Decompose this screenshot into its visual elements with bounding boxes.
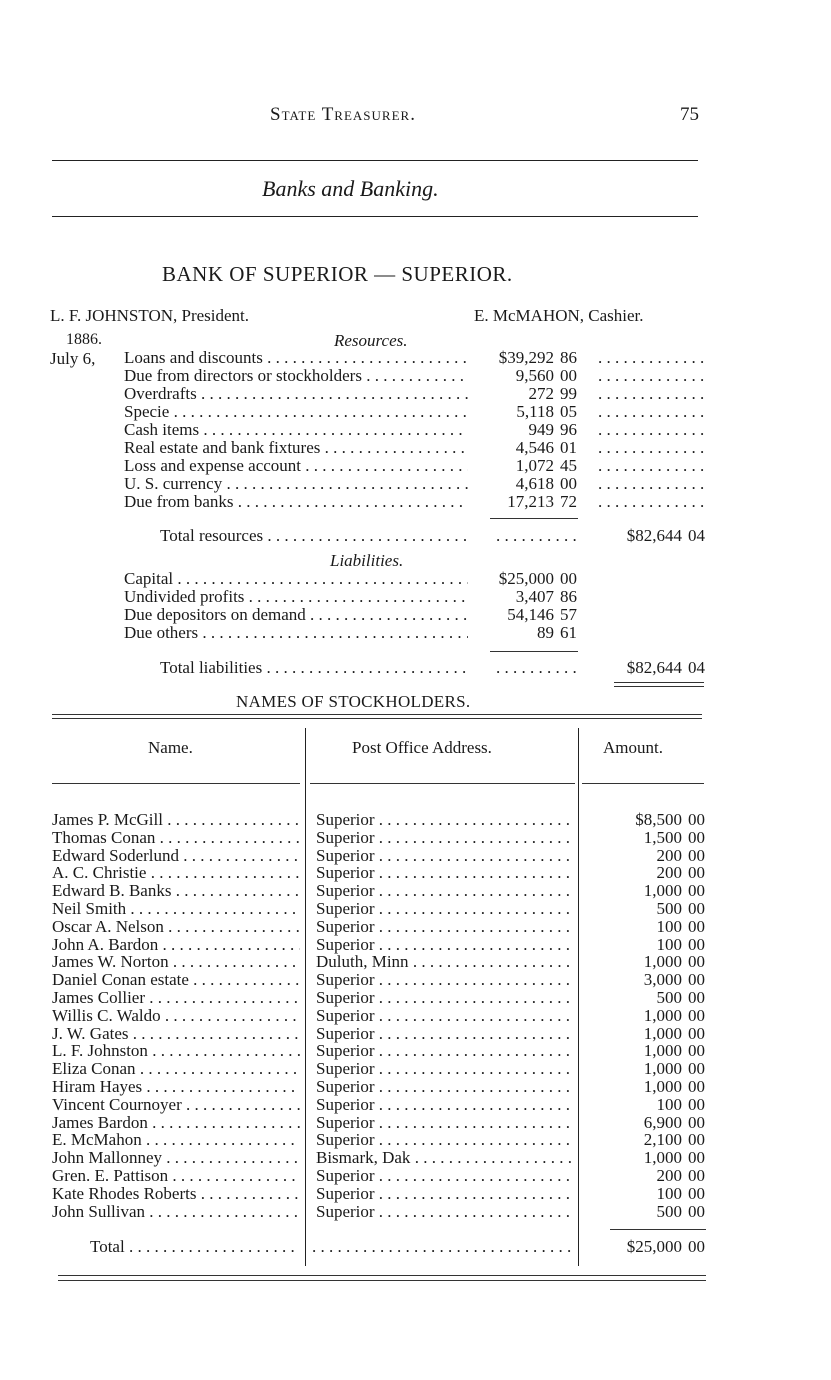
stockholders-total-address-dots xyxy=(312,1238,574,1256)
total-liabilities-label: Total liabilities . . . xyxy=(160,659,468,677)
resource-dollars: 272 xyxy=(528,384,554,403)
stockholder-cents: 00 xyxy=(688,1112,705,1132)
header-rule-bottom xyxy=(52,216,698,217)
stockholder-address: Superior . . . xyxy=(316,1203,574,1221)
stockholder-address: Superior . . . xyxy=(316,811,574,829)
stockholder-cents: 00 xyxy=(688,845,705,865)
resource-extension-dots xyxy=(598,493,704,511)
resource-extension-dots xyxy=(598,421,704,439)
resources-subtotal-rule xyxy=(490,518,578,519)
stockholder-cents: 00 xyxy=(688,881,705,901)
resource-dollars: 949 xyxy=(528,420,554,439)
liability-dollars: $25,000 xyxy=(498,569,554,588)
stockholder-address: Superior . . . xyxy=(316,829,574,847)
stockholder-dollars: 1,000 xyxy=(643,1005,682,1025)
resource-label: Real estate and bank fixtures . . . xyxy=(124,439,468,457)
stockholder-name: John A. Bardon . . . xyxy=(52,936,300,954)
liabilities-subtotal-rule xyxy=(490,651,578,652)
stockholder-address: Superior . . . xyxy=(316,882,574,900)
statement-date: July 6, xyxy=(50,349,96,368)
stockholder-address: Superior . . . xyxy=(316,900,574,918)
stockholder-name: Edward B. Banks . . . xyxy=(52,882,300,900)
stockholder-address: Superior . . . xyxy=(316,918,574,936)
stockholder-address: Superior . . . xyxy=(316,847,574,865)
resource-label: Due from directors or stockholders . . . xyxy=(124,367,468,385)
stockholder-name: Vincent Cournoyer . . . xyxy=(52,1096,300,1114)
stockholder-name: Oscar A. Nelson . . . xyxy=(52,918,300,936)
stockholder-name: Hiram Hayes . . . xyxy=(52,1078,300,1096)
stockholder-address: Superior . . . xyxy=(316,864,574,882)
resource-label: Specie . . . xyxy=(124,403,468,421)
resource-label: Loss and expense account . . . xyxy=(124,457,468,475)
resource-cents: 96 xyxy=(560,420,577,439)
stockholders-total-dollars: $25,000 xyxy=(626,1237,682,1256)
column-header-amount: Amount. xyxy=(603,738,663,757)
liability-cents: 00 xyxy=(560,569,577,588)
stockholder-dollars: 1,000 xyxy=(643,1077,682,1096)
total-double-rule-a xyxy=(614,682,704,683)
page-number: 75 xyxy=(680,104,699,125)
header-underline-name xyxy=(52,783,300,784)
stockholder-name: Kate Rhodes Roberts . . . xyxy=(52,1185,300,1203)
stockholder-address: Superior . . . xyxy=(316,1042,574,1060)
stockholder-address: Duluth, Minn . . . xyxy=(316,953,574,971)
stockholder-cents: 00 xyxy=(688,1041,705,1061)
column-header-address: Post Office Address. xyxy=(352,738,492,757)
resource-extension-dots xyxy=(598,349,704,367)
liabilities-heading: Liabilities. xyxy=(330,551,404,570)
stockholder-name: Willis C. Waldo . . . xyxy=(52,1007,300,1025)
resource-label: U. S. currency . . . xyxy=(124,475,468,493)
running-title: State Treasurer. xyxy=(270,104,416,125)
stockholder-address: Superior . . . xyxy=(316,1114,574,1132)
stockholder-cents: 00 xyxy=(688,988,705,1007)
liability-cents: 86 xyxy=(560,587,577,606)
stockholder-dollars: 1,000 xyxy=(643,881,682,901)
bank-name: BANK OF SUPERIOR — SUPERIOR. xyxy=(162,262,513,286)
total-resources-dollars: $82,644 xyxy=(626,526,682,545)
stockholder-dollars: 500 xyxy=(656,899,682,918)
resource-label: Loans and discounts . . . xyxy=(124,349,468,367)
stockholders-heading: NAMES OF STOCKHOLDERS. xyxy=(236,692,471,711)
resource-extension-dots xyxy=(598,457,704,475)
stockholder-cents: 00 xyxy=(688,810,705,829)
total-liabilities-dollars: $82,644 xyxy=(626,658,682,677)
column-divider-2 xyxy=(578,728,579,1266)
header-rule-top xyxy=(52,160,698,161)
stockholders-total-cents: 00 xyxy=(688,1237,705,1256)
stockholder-cents: 00 xyxy=(688,934,705,954)
stockholder-dollars: 6,900 xyxy=(643,1112,682,1132)
stockholder-cents: 00 xyxy=(688,952,705,972)
stockholder-cents: 00 xyxy=(688,899,705,918)
stockholder-name: Daniel Conan estate . . . xyxy=(52,971,300,989)
liability-dollars: 89 xyxy=(537,623,554,642)
stockholder-address: Superior . . . xyxy=(316,971,574,989)
stockholder-dollars: 200 xyxy=(656,1166,682,1185)
stockholder-name: L. F. Johnston . . . xyxy=(52,1042,300,1060)
resource-extension-dots xyxy=(598,367,704,385)
stockholder-dollars: 1,000 xyxy=(643,1041,682,1061)
stockholder-dollars: 200 xyxy=(656,845,682,865)
stockholder-name: James W. Norton . . . xyxy=(52,953,300,971)
bottom-rule-a xyxy=(58,1275,706,1276)
stockholder-name: Neil Smith . . . xyxy=(52,900,300,918)
stockholder-cents: 00 xyxy=(688,1094,705,1114)
total-liabilities-middle-dots xyxy=(496,659,576,677)
stockholder-dollars: 1,000 xyxy=(643,1148,682,1168)
resource-label: Due from banks . . . xyxy=(124,493,468,511)
stockholder-dollars: 200 xyxy=(656,863,682,883)
stockholder-cents: 00 xyxy=(688,863,705,883)
stockholder-name: A. C. Christie . . . xyxy=(52,864,300,882)
stockholder-cents: 00 xyxy=(688,1183,705,1203)
resource-extension-dots xyxy=(598,475,704,493)
resource-dollars: 5,118 xyxy=(516,402,554,421)
resource-cents: 00 xyxy=(560,366,577,385)
stockholder-address: Superior . . . xyxy=(316,1007,574,1025)
stockholder-name: Edward Soderlund . . . xyxy=(52,847,300,865)
stockholder-cents: 00 xyxy=(688,1077,705,1096)
stockholder-address: Superior . . . xyxy=(316,1185,574,1203)
stockholder-dollars: 3,000 xyxy=(643,970,682,990)
resource-cents: 00 xyxy=(560,474,577,493)
stockholder-name: J. W. Gates . . . xyxy=(52,1025,300,1043)
header-underline-address xyxy=(310,783,575,784)
resource-extension-dots xyxy=(598,385,704,403)
stockholder-name: E. McMahon . . . xyxy=(52,1131,300,1149)
resource-cents: 45 xyxy=(560,456,577,475)
stockholder-address: Superior . . . xyxy=(316,1078,574,1096)
resource-dollars: 1,072 xyxy=(515,456,554,475)
bank-president: L. F. JOHNSTON, President. xyxy=(50,306,250,325)
stockholder-cents: 00 xyxy=(688,1201,705,1221)
resource-extension-dots xyxy=(598,439,704,457)
column-divider-1 xyxy=(305,728,306,1266)
resource-dollars: 4,618 xyxy=(515,474,554,493)
stockholder-address: Bismark, Dak . . . xyxy=(316,1149,574,1167)
stockholders-total-label: Total . . . xyxy=(90,1238,300,1256)
stockholder-dollars: 100 xyxy=(656,1183,682,1203)
resource-label: Cash items . . . xyxy=(124,421,468,439)
stockholders-rule-a xyxy=(52,714,702,715)
liability-label: Undivided profits . . . xyxy=(124,588,468,606)
stockholder-name: Eliza Conan . . . xyxy=(52,1060,300,1078)
total-double-rule-b xyxy=(614,686,704,687)
stockholders-rule-b xyxy=(52,718,702,719)
stockholder-dollars: 500 xyxy=(656,1201,682,1221)
column-header-name: Name. xyxy=(148,738,193,757)
resource-dollars: $39,292 xyxy=(498,348,554,367)
liability-cents: 61 xyxy=(560,623,577,642)
stockholder-name: John Mallonney . . . xyxy=(52,1149,300,1167)
stockholder-name: Thomas Conan . . . xyxy=(52,829,300,847)
stockholder-cents: 00 xyxy=(688,1005,705,1025)
stockholder-address: Superior . . . xyxy=(316,1167,574,1185)
bank-cashier: E. McMAHON, Cashier. xyxy=(474,306,644,325)
resource-cents: 99 xyxy=(560,384,577,403)
stockholder-address: Superior . . . xyxy=(316,1131,574,1149)
liability-dollars: 3,407 xyxy=(515,587,554,606)
resource-cents: 86 xyxy=(560,348,577,367)
stockholder-cents: 00 xyxy=(688,1059,705,1079)
stockholder-dollars: 2,100 xyxy=(643,1130,682,1150)
resource-label: Overdrafts . . . xyxy=(124,385,468,403)
stockholder-dollars: 500 xyxy=(656,988,682,1007)
stockholder-cents: 00 xyxy=(688,1166,705,1185)
statement-year: 1886. xyxy=(66,331,102,348)
liability-cents: 57 xyxy=(560,605,577,624)
liability-label: Capital . . . xyxy=(124,570,468,588)
stockholder-cents: 00 xyxy=(688,1148,705,1168)
stockholder-cents: 00 xyxy=(688,1130,705,1150)
bottom-rule-b xyxy=(58,1280,706,1281)
total-resources-cents: 04 xyxy=(688,526,705,545)
total-resources-label: Total resources . . . xyxy=(160,527,468,545)
resource-extension-dots xyxy=(598,403,704,421)
liability-label: Due depositors on demand . . . xyxy=(124,606,468,624)
resource-dollars: 17,213 xyxy=(507,492,554,511)
liability-dollars: 54,146 xyxy=(507,605,554,624)
resource-cents: 01 xyxy=(560,438,577,457)
stockholder-name: James Bardon . . . xyxy=(52,1114,300,1132)
stockholder-name: James Collier . . . xyxy=(52,989,300,1007)
stockholder-dollars: 100 xyxy=(656,916,682,936)
total-liabilities-cents: 04 xyxy=(688,658,705,677)
stockholder-dollars: 1,000 xyxy=(643,952,682,972)
resource-cents: 05 xyxy=(560,402,577,421)
resources-heading: Resources. xyxy=(334,331,408,350)
total-resources-middle-dots xyxy=(496,527,576,545)
stockholder-name: James P. McGill . . . xyxy=(52,811,300,829)
stockholder-address: Superior . . . xyxy=(316,1096,574,1114)
stockholder-name: Gren. E. Pattison . . . xyxy=(52,1167,300,1185)
stockholder-address: Superior . . . xyxy=(316,936,574,954)
stockholder-address: Superior . . . xyxy=(316,989,574,1007)
stockholder-cents: 00 xyxy=(688,1023,705,1043)
stockholder-dollars: 100 xyxy=(656,1094,682,1114)
stockholder-address: Superior . . . xyxy=(316,1025,574,1043)
stockholder-name: John Sullivan . . . xyxy=(52,1203,300,1221)
header-underline-amount xyxy=(582,783,704,784)
stockholder-address: Superior . . . xyxy=(316,1060,574,1078)
stockholder-cents: 00 xyxy=(688,916,705,936)
stockholder-cents: 00 xyxy=(688,827,705,847)
stockholder-dollars: 100 xyxy=(656,934,682,954)
stockholder-dollars: $8,500 xyxy=(635,810,682,829)
stockholder-dollars: 1,000 xyxy=(643,1059,682,1079)
section-title: Banks and Banking. xyxy=(262,176,439,201)
liability-label: Due others . . . xyxy=(124,624,468,642)
amount-total-rule xyxy=(610,1229,706,1230)
resource-cents: 72 xyxy=(560,492,577,511)
resource-dollars: 4,546 xyxy=(515,438,554,457)
stockholder-dollars: 1,500 xyxy=(643,827,682,847)
stockholder-cents: 00 xyxy=(688,970,705,990)
stockholder-dollars: 1,000 xyxy=(643,1023,682,1043)
resource-dollars: 9,560 xyxy=(515,366,554,385)
